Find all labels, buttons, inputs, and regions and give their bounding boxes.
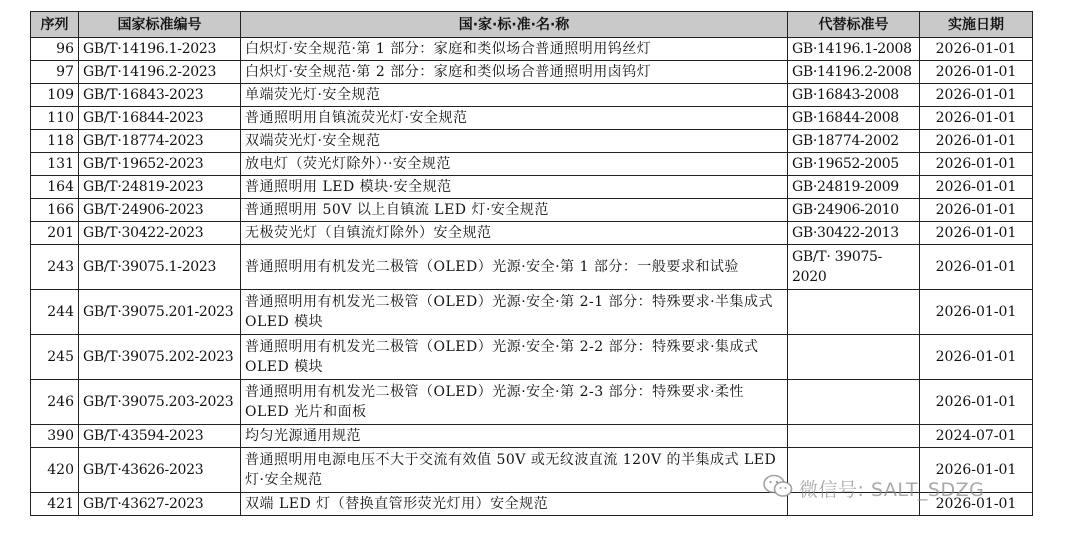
row-seq: 131 <box>31 153 79 176</box>
table-row <box>31 425 1033 448</box>
watermark-text: 微信号: SALT_SDZG <box>799 479 985 501</box>
row-name: 双端 LED 灯（替换直管形荧光灯用）安全规范 <box>241 493 788 516</box>
table-row <box>31 176 1033 199</box>
row-code: GB/T·43626-2023 <box>79 448 241 493</box>
row-seq: 245 <box>31 335 79 380</box>
row-name: 白炽灯·安全规范·第 1 部分：家庭和类似场合普通照明用钨丝灯 <box>241 38 788 61</box>
row-date: 2026-01-01 <box>920 493 1033 516</box>
row-name: 普通照明用电源电压不大于交流有效值 50V 或无纹波直流 120V 的半集成式 LED 灯·安全规范 <box>241 448 788 493</box>
row-seq: 109 <box>31 84 79 107</box>
row-seq: 201 <box>31 222 79 245</box>
table-row <box>31 199 1033 222</box>
row-replaces: GB·24906-2010 <box>788 199 920 222</box>
row-date: 2026-01-01 <box>920 245 1033 290</box>
row-seq: 97 <box>31 61 79 84</box>
row-date: 2026-01-01 <box>920 335 1033 380</box>
row-replaces <box>788 290 920 335</box>
row-replaces <box>788 425 920 448</box>
row-replaces: GB·14196.1-2008 <box>788 38 920 61</box>
table-row <box>31 290 1033 335</box>
row-code: GB/T·19652-2023 <box>79 153 241 176</box>
row-seq: 421 <box>31 493 79 516</box>
table-row <box>31 153 1033 176</box>
row-seq: 246 <box>31 380 79 425</box>
header-name: 国·家·标·准·名·称 <box>241 12 788 38</box>
table-row <box>31 61 1033 84</box>
row-code: GB/T·16844-2023 <box>79 107 241 130</box>
row-replaces <box>788 493 920 516</box>
row-code: GB/T·16843-2023 <box>79 84 241 107</box>
table-row <box>31 493 1033 516</box>
row-code: GB/T·14196.2-2023 <box>79 61 241 84</box>
row-replaces <box>788 448 920 493</box>
header-date: 实施日期 <box>920 12 1033 38</box>
row-name: 双端荧光灯·安全规范 <box>241 130 788 153</box>
header-seq: 序列 <box>31 12 79 38</box>
row-name: 单端荧光灯·安全规范 <box>241 84 788 107</box>
row-name: 普通照明用 50V 以上自镇流 LED 灯·安全规范 <box>241 199 788 222</box>
row-name: 放电灯（荧光灯除外）··安全规范 <box>241 153 788 176</box>
row-replaces: GB/T· 39075-2020 <box>788 245 920 290</box>
row-date: 2026-01-01 <box>920 153 1033 176</box>
table-row <box>31 448 1033 493</box>
row-seq: 390 <box>31 425 79 448</box>
row-date: 2026-01-01 <box>920 380 1033 425</box>
row-replaces: GB·18774-2002 <box>788 130 920 153</box>
row-name: 普通照明用 LED 模块·安全规范 <box>241 176 788 199</box>
row-seq: 420 <box>31 448 79 493</box>
row-date: 2026-01-01 <box>920 130 1033 153</box>
row-code: GB/T·39075.201-2023 <box>79 290 241 335</box>
row-date: 2026-01-01 <box>920 84 1033 107</box>
row-seq: 244 <box>31 290 79 335</box>
row-date: 2026-01-01 <box>920 199 1033 222</box>
row-replaces: GB·30422-2013 <box>788 222 920 245</box>
row-name: 普通照明用有机发光二极管（OLED）光源·安全·第 2-1 部分：特殊要求·半集成式 OLED 模块 <box>241 290 788 335</box>
row-seq: 96 <box>31 38 79 61</box>
row-replaces <box>788 380 920 425</box>
table-header-row <box>31 12 1033 38</box>
row-date: 2024-07-01 <box>920 425 1033 448</box>
row-code: GB/T·30422-2023 <box>79 222 241 245</box>
row-code: GB/T·39075.202-2023 <box>79 335 241 380</box>
row-name: 普通照明用有机发光二极管（OLED）光源·安全·第 2-2 部分：特殊要求·集成式 OLED 模块 <box>241 335 788 380</box>
table-row <box>31 222 1033 245</box>
table-row <box>31 107 1033 130</box>
row-code: GB/T·43627-2023 <box>79 493 241 516</box>
table-row <box>31 130 1033 153</box>
row-seq: 243 <box>31 245 79 290</box>
row-seq: 166 <box>31 199 79 222</box>
row-replaces: GB·24819-2009 <box>788 176 920 199</box>
row-seq: 110 <box>31 107 79 130</box>
row-replaces: GB·14196.2-2008 <box>788 61 920 84</box>
row-code: GB/T·39075.203-2023 <box>79 380 241 425</box>
table-row <box>31 380 1033 425</box>
row-code: GB/T·43594-2023 <box>79 425 241 448</box>
row-date: 2026-01-01 <box>920 176 1033 199</box>
row-date: 2026-01-01 <box>920 290 1033 335</box>
row-replaces <box>788 335 920 380</box>
standards-table <box>30 11 1033 516</box>
row-seq: 164 <box>31 176 79 199</box>
header-code: 国家标准编号 <box>79 12 241 38</box>
table-row <box>31 38 1033 61</box>
row-name: 普通照明用有机发光二极管（OLED）光源·安全·第 2-3 部分：特殊要求·柔性 OLED 光片和面板 <box>241 380 788 425</box>
row-seq: 118 <box>31 130 79 153</box>
row-replaces: GB·16843-2008 <box>788 84 920 107</box>
row-name: 普通照明用有机发光二极管（OLED）光源·安全·第 1 部分：一般要求和试验 <box>241 245 788 290</box>
row-name: 无极荧光灯（自镇流灯除外）安全规范 <box>241 222 788 245</box>
table-row <box>31 335 1033 380</box>
row-date: 2026-01-01 <box>920 222 1033 245</box>
row-date: 2026-01-01 <box>920 38 1033 61</box>
table-row <box>31 245 1033 290</box>
header-replaces: 代替标准号 <box>788 12 920 38</box>
row-name: 白炽灯·安全规范·第 2 部分：家庭和类似场合普通照明用卤钨灯 <box>241 61 788 84</box>
row-code: GB/T·18774-2023 <box>79 130 241 153</box>
row-code: GB/T·24819-2023 <box>79 176 241 199</box>
row-replaces: GB·19652-2005 <box>788 153 920 176</box>
row-date: 2026-01-01 <box>920 61 1033 84</box>
row-code: GB/T·39075.1-2023 <box>79 245 241 290</box>
row-code: GB/T·14196.1-2023 <box>79 38 241 61</box>
row-replaces: GB·16844-2008 <box>788 107 920 130</box>
row-name: 普通照明用自镇流荧光灯·安全规范 <box>241 107 788 130</box>
row-code: GB/T·24906-2023 <box>79 199 241 222</box>
table-row <box>31 84 1033 107</box>
row-date: 2026-01-01 <box>920 107 1033 130</box>
row-name: 均匀光源通用规范 <box>241 425 788 448</box>
row-date: 2026-01-01 <box>920 448 1033 493</box>
